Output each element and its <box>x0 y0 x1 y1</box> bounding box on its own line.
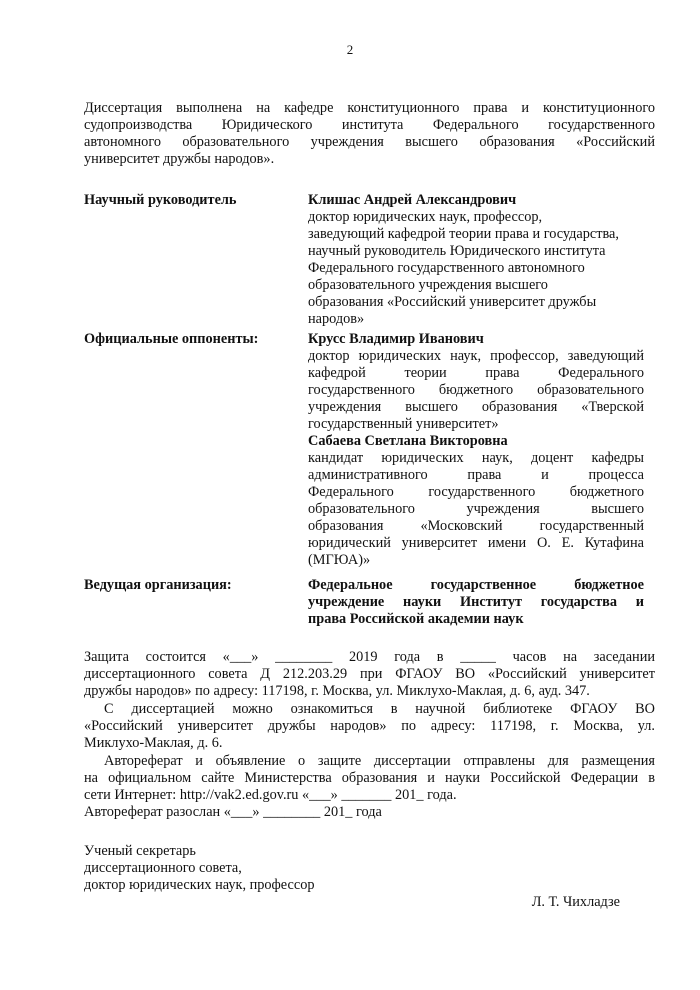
library-line: С диссертацией можно ознакомиться в научной библиотеке ФГАОУ ВО <box>104 701 655 717</box>
page-number: 2 <box>346 42 354 57</box>
opponent-line: образования «Московский государственный <box>308 518 644 534</box>
leading-org-line: права Российской академии наук <box>308 611 524 627</box>
leading-org-line: учреждение науки Институт государства и <box>308 594 644 610</box>
supervisor-name: Клишас Андрей Александрович <box>308 192 517 208</box>
secretary-line: Ученый секретарь <box>84 843 196 859</box>
secretary-line: диссертационного совета, <box>84 860 242 876</box>
leading-org-details <box>308 577 644 628</box>
leading-org-line: Федеральное государственное бюджетное <box>308 577 644 593</box>
opponents-label: Официальные оппоненты: <box>84 331 259 347</box>
abstract-line: Автореферат разослан «___» ________ 201_ года <box>84 804 382 820</box>
abstract-line: на официальном сайте Министерства образования и науки Российской Федерации в <box>84 770 655 786</box>
opponent-line: юридический университет имени О. Е. Кутафина <box>308 535 644 551</box>
opponent-line: (МГЮА)» <box>308 552 371 568</box>
opponent-line: образовательного учреждения высшего <box>308 501 644 517</box>
opponent-line: кафедрой теории права Федерального <box>308 365 644 381</box>
opponent-line: кандидат юридических наук, доцент кафедры <box>308 450 644 466</box>
abstract-line: сети Интернет: http://vak2.ed.gov.ru «___» _______ 201_ года. <box>84 787 457 803</box>
intro-line: Диссертация выполнена на кафедре конституционного права и конституционного <box>84 100 655 116</box>
opponents-details <box>308 331 644 569</box>
intro-line: судопроизводства Юридического института Федерального государственного <box>84 117 655 133</box>
defense-line: диссертационного совета Д 212.203.29 при ФГАОУ ВО «Российский университет <box>84 666 655 682</box>
abstract-line: Автореферат и объявление о защите диссертации отправлены для размещения <box>104 753 655 769</box>
abstract-paragraph <box>84 753 655 821</box>
opponent-line: административного права и процесса <box>308 467 644 483</box>
opponent-line: государственный университет» <box>308 416 499 432</box>
opponent-line: государственного бюджетного образовательного <box>308 382 644 398</box>
secretary-block <box>84 843 315 894</box>
supervisor-line: доктор юридических наук, профессор, <box>308 209 543 225</box>
supervisor-line: народов» <box>308 311 365 327</box>
supervisor-line: образования «Российский университет дружбы <box>308 294 597 310</box>
supervisor-line: научный руководитель Юридического института <box>308 243 606 259</box>
defense-line: Защита состоится «___» ________ 2019 года в _____ часов на заседании <box>84 649 655 665</box>
intro-paragraph <box>84 100 655 168</box>
leading-org-label: Ведущая организация: <box>84 577 232 593</box>
intro-line: автономного образовательного учреждения высшего образования «Российский <box>84 134 655 150</box>
opponent-name: Крусс Владимир Иванович <box>308 331 484 347</box>
secretary-line: доктор юридических наук, профессор <box>84 877 315 893</box>
opponent-line: учреждения высшего образования «Тверской <box>308 399 644 415</box>
intro-line: университет дружбы народов». <box>84 151 275 167</box>
supervisor-details <box>308 192 644 328</box>
supervisor-line: Федерального государственного автономного <box>308 260 585 276</box>
library-paragraph <box>84 701 655 752</box>
library-line: Миклухо-Маклая, д. 6. <box>84 735 223 751</box>
opponent-line: Федерального государственного бюджетного <box>308 484 644 500</box>
signer-name: Л. Т. Чихладзе <box>531 894 620 910</box>
supervisor-line: образовательного учреждения высшего <box>308 277 548 293</box>
supervisor-label: Научный руководитель <box>84 192 237 208</box>
defense-paragraph <box>84 649 655 700</box>
opponent-line: доктор юридических наук, профессор, заведующий <box>308 348 644 364</box>
library-line: «Российский университет дружбы народов» по адресу: 117198, г. Москва, ул. <box>84 718 655 734</box>
opponent-name: Сабаева Светлана Викторовна <box>308 433 508 449</box>
defense-line: дружбы народов» по адресу: 117198, г. Москва, ул. Миклухо-Маклая, д. 6, ауд. 347. <box>84 683 590 699</box>
supervisor-line: заведующий кафедрой теории права и государства, <box>308 226 619 242</box>
